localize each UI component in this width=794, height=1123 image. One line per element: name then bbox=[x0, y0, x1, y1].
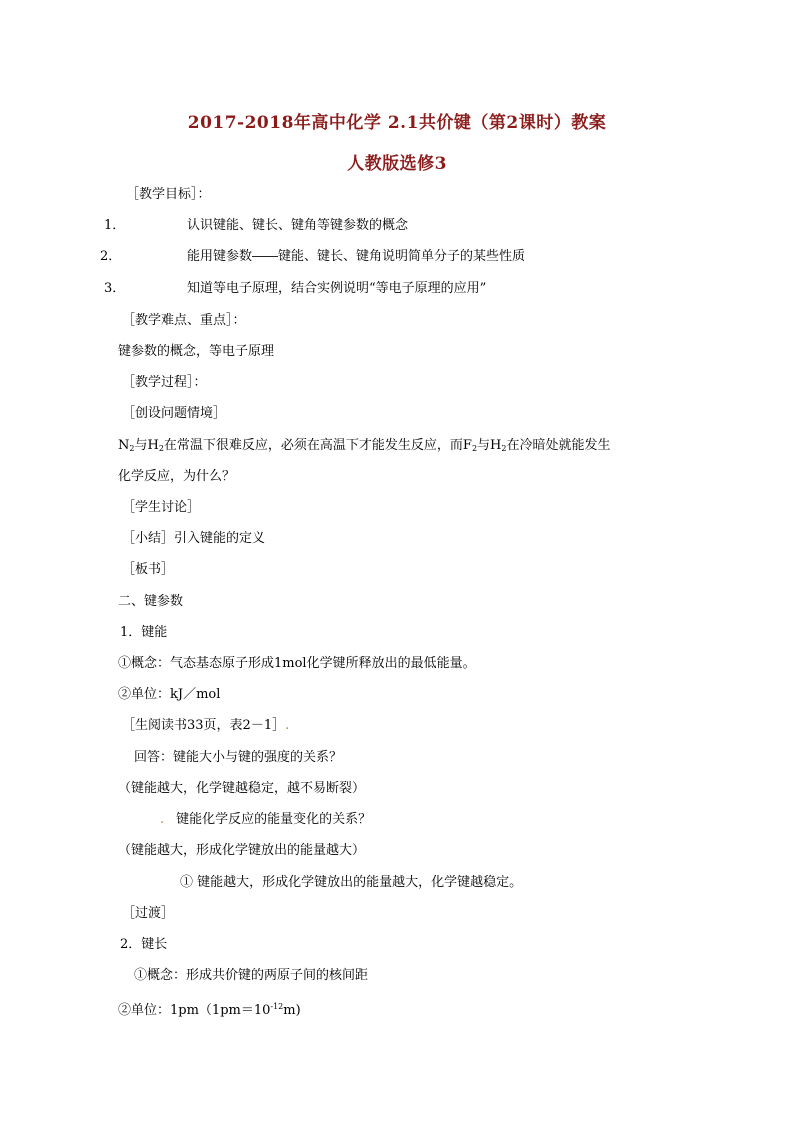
section-heading: 二、键参数 bbox=[118, 594, 184, 609]
relation-dot: . bbox=[160, 812, 165, 827]
question-text: 在常温下很难反应，必须在高温下才能发生反应，而F bbox=[163, 438, 472, 453]
difficulty-text: 键参数的概念，等电子原理 bbox=[118, 344, 275, 359]
goal-number: 3． bbox=[104, 281, 126, 296]
goal-item-3 bbox=[104, 280, 134, 298]
nitrogen-symbol: N bbox=[118, 438, 130, 453]
length-unit-text: m) bbox=[283, 1003, 301, 1018]
subscript: 2 bbox=[501, 444, 507, 453]
question-text: 与H bbox=[134, 438, 159, 453]
subscript: 2 bbox=[129, 444, 135, 453]
scenario-question-line2: 化学反应，为什么？ bbox=[118, 469, 236, 484]
discussion-heading: ［学生讨论］ bbox=[122, 500, 201, 515]
goal-text-1: 认识键能、键长、键角等键参数的概念 bbox=[187, 218, 409, 233]
goal-number: 2． bbox=[100, 249, 122, 264]
process-heading: ［教学过程］： bbox=[122, 375, 207, 390]
question-text: 在冷暗处就能发生 bbox=[506, 438, 611, 453]
energy-conclusion: ① 键能越大，形成化学键放出的能量越大，化学键越稳定。 bbox=[180, 875, 523, 890]
scenario-heading: ［创设问题情境］ bbox=[122, 406, 227, 421]
relation-result: （键能越大，形成化学键放出的能量越大） bbox=[118, 843, 366, 858]
length-unit-text: ②单位：1pm（1pm＝10 bbox=[118, 1003, 271, 1018]
question-text: 与H bbox=[477, 438, 502, 453]
difficulty-heading: ［教学难点、重点］： bbox=[122, 313, 246, 328]
superscript: -12 bbox=[270, 1002, 284, 1011]
summary-line: ［小结］引入键能的定义 bbox=[122, 531, 266, 546]
reading-dot: . bbox=[285, 718, 290, 733]
scenario-question bbox=[118, 437, 610, 458]
length-heading: 2．键长 bbox=[120, 937, 168, 952]
goal-item-2 bbox=[100, 248, 130, 266]
document-subtitle: 人教版选修3 bbox=[347, 154, 447, 174]
reading-text: ［生阅读书33页，表2－1］ bbox=[122, 718, 286, 733]
energy-heading: 1．键能 bbox=[120, 625, 168, 640]
document-title: 2017-2018年高中化学 2.1共价键（第2课时）教案 bbox=[187, 113, 607, 133]
energy-concept: ①概念：气态基态原子形成1mol化学键所释放出的最低能量。 bbox=[118, 656, 476, 671]
energy-unit: ②单位：kJ／mol bbox=[118, 687, 221, 702]
goals-heading: ［教学目标］： bbox=[126, 187, 211, 202]
length-unit bbox=[118, 998, 301, 1020]
subscript: 2 bbox=[158, 444, 164, 453]
goal-text-2: 能用键参数――键能、键长、键角说明简单分子的某些性质 bbox=[187, 249, 526, 264]
answer-result: （键能越大，化学键越稳定，越不易断裂） bbox=[118, 781, 366, 796]
board-heading: ［板书］ bbox=[122, 562, 175, 577]
answer-question: 回答：键能大小与键的强度的关系？ bbox=[134, 750, 343, 765]
relation-text: 键能化学反应的能量变化的关系？ bbox=[176, 812, 372, 827]
reading-assignment bbox=[122, 717, 289, 735]
transition-heading: ［过渡］ bbox=[122, 906, 175, 921]
relation-question bbox=[160, 811, 371, 829]
subscript: 2 bbox=[471, 444, 478, 453]
length-concept: ①概念：形成共价键的两原子间的核间距 bbox=[134, 968, 369, 983]
goal-text-3: 知道等电子原理，结合实例说明“等电子原理的应用” bbox=[187, 281, 487, 296]
goal-number: 1． bbox=[104, 218, 126, 233]
goal-item-1 bbox=[104, 217, 134, 235]
